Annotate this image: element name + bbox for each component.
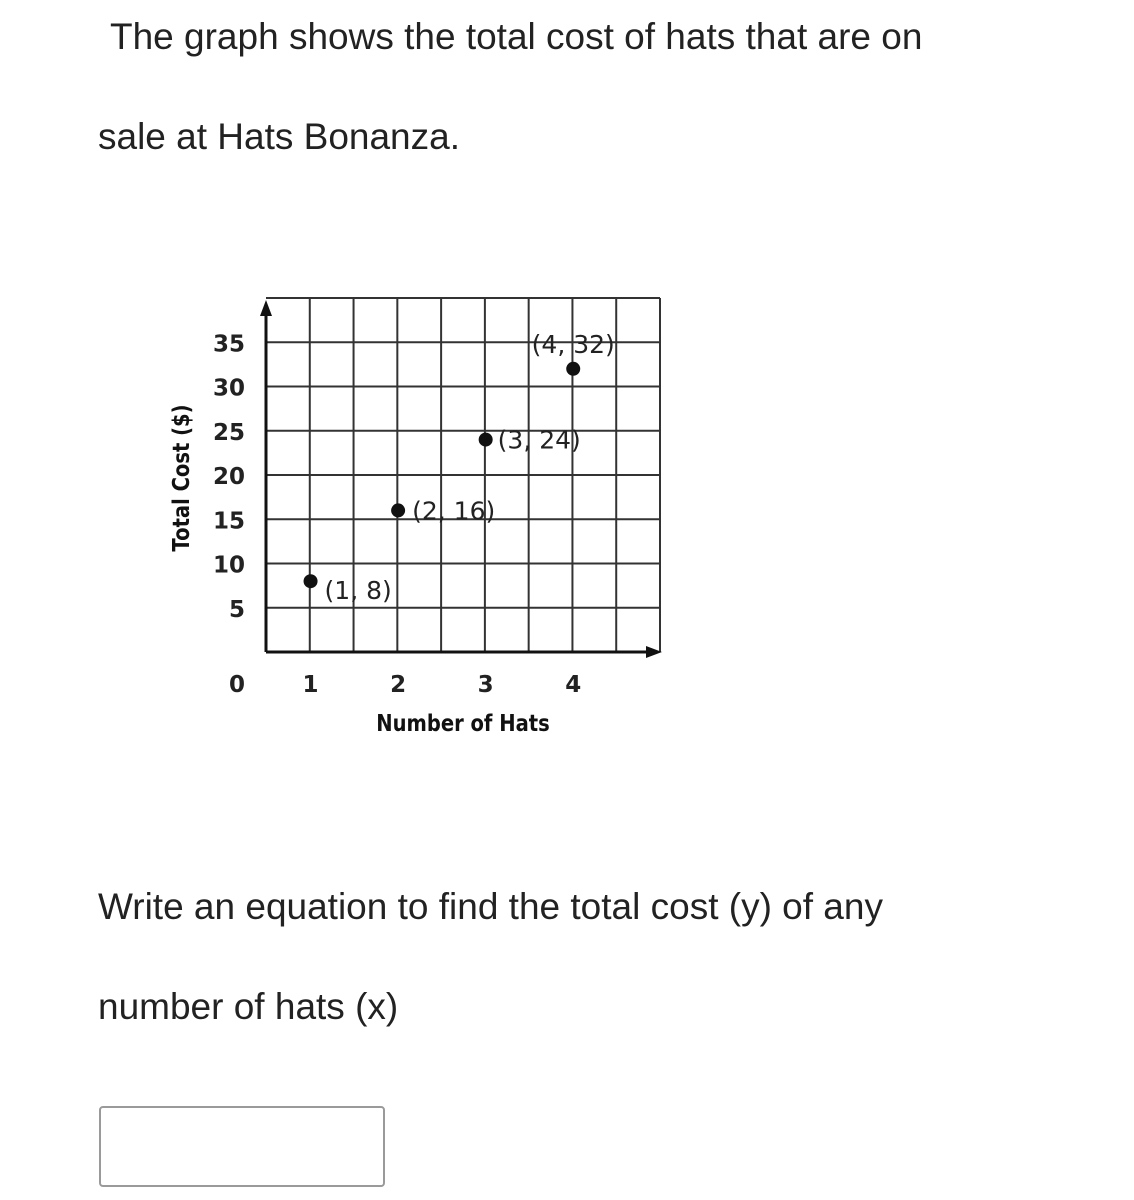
x-axis-title: Number of Hats: [376, 710, 550, 738]
data-point-label: (2, 16): [412, 496, 496, 526]
x-tick-label: 3: [477, 672, 494, 698]
graph-axes: [260, 300, 662, 658]
x-tick-label: 2: [390, 672, 407, 698]
data-point-label: (3, 24): [497, 425, 581, 455]
y-axis-arrow: [260, 300, 272, 316]
y-tick-label: 10: [212, 552, 245, 579]
graph-points: [304, 330, 615, 605]
question-text-line-2: sale at Hats Bonanza.: [98, 116, 460, 157]
data-point-label: (4, 32): [531, 329, 615, 359]
x-tick-label: 1: [302, 672, 319, 698]
prompt-text-line-1: Write an equation to find the total cost (y) of any: [98, 886, 883, 927]
y-tick-label: 5: [228, 596, 245, 623]
answer-input[interactable]: [99, 1106, 385, 1187]
x-axis-arrow: [646, 646, 662, 658]
origin-label: 0: [228, 672, 245, 698]
y-tick-label: 15: [212, 508, 245, 535]
y-tick-label: 25: [212, 419, 245, 446]
y-tick-label: 30: [212, 375, 245, 402]
data-point: [479, 433, 493, 447]
question-text-line-1: The graph shows the total cost of hats that are on: [110, 16, 923, 57]
prompt-text-line-2: number of hats (x): [98, 986, 399, 1027]
data-point-label: (1, 8): [324, 576, 392, 606]
data-point: [391, 503, 405, 517]
y-axis-title: Total Cost ($): [168, 404, 196, 552]
y-tick-label: 20: [212, 464, 245, 490]
graph-tick-labels: [213, 331, 581, 698]
data-point: [566, 362, 580, 376]
graph-grid: [266, 298, 660, 652]
data-point: [304, 574, 318, 588]
x-tick-label: 4: [565, 672, 582, 698]
y-tick-label: 35: [212, 331, 245, 358]
